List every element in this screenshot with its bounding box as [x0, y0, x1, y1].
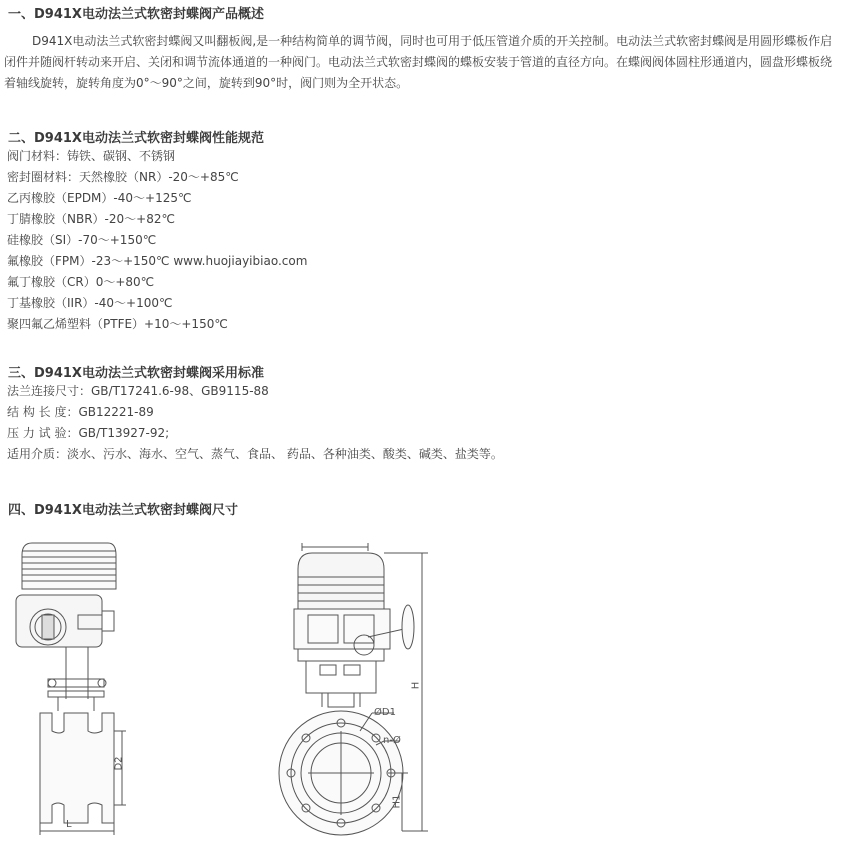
standard-line: 适用介质：淡水、污水、海水、空气、蒸气、食品、 药品、各种油类、酸类、碱类、盐类等。	[7, 447, 503, 461]
spec-line: 氟丁橡胶（CR）0～+80℃	[7, 275, 155, 289]
section-heading-dimensions: 四、D941X电动法兰式软密封蝶阀尺寸	[8, 503, 238, 518]
standard-line: 法兰连接尺寸：GB/T17241.6-98、GB9115-88	[7, 384, 269, 398]
spec-line: 硅橡胶（SI）-70～+150℃	[7, 233, 157, 247]
dim-label-h: H	[410, 681, 422, 690]
dim-label-n-bolt: n-Ø	[383, 735, 401, 746]
dim-label-d2: D2	[113, 756, 125, 771]
dim-label-l: L	[66, 819, 72, 830]
spec-line: 丁基橡胶（IIR）-40～+100℃	[7, 296, 173, 310]
spec-line: 丁腈橡胶（NBR）-20～+82℃	[7, 212, 175, 226]
overview-paragraph: D941X电动法兰式软密封蝶阀又叫翻板阀,是一种结构简单的调节阀，同时也可用于低压管道介质的开关控制。电动法兰式软密封蝶阀是用圆形蝶板作启闭件并随阀杆转动来开启、关闭和调节流体通道的一种阀门。电动法兰式软密封蝶阀的蝶板安装于管道的直径方向。在蝶阀阀体圆柱形通道内，圆盘形蝶板绕着轴线旋转，旋转角度为0°～90°之间，旋转到90°时，阀门则为全开状态。	[4, 34, 833, 90]
section-heading-specs: 二、D941X电动法兰式软密封蝶阀性能规范	[8, 131, 264, 146]
spec-line: 密封圈材料：天然橡胶（NR）-20～+85℃	[7, 170, 239, 184]
valve-front-view-drawing	[268, 541, 438, 841]
section-heading-standards: 三、D941X电动法兰式软密封蝶阀采用标准	[8, 366, 264, 381]
spec-line: 乙丙橡胶（EPDM）-40～+125℃	[7, 191, 192, 205]
dim-label-d1: ØD1	[374, 707, 396, 718]
dim-label-h1: H1	[391, 794, 403, 809]
valve-side-view-drawing	[8, 531, 128, 841]
standard-line: 结 构 长 度：GB12221-89	[7, 405, 154, 419]
spec-line: 阀门材料：铸铁、碳钢、不锈钢	[7, 149, 176, 163]
spec-line: 氟橡胶（FPM）-23～+150℃ www.huojiayibiao.com	[7, 254, 308, 268]
section-heading-overview: 一、D941X电动法兰式软密封蝶阀产品概述	[8, 7, 264, 22]
spec-line: 聚四氟乙烯塑料（PTFE）+10～+150℃	[7, 317, 228, 331]
standard-line: 压 力 试 验：GB/T13927-92;	[7, 426, 170, 440]
